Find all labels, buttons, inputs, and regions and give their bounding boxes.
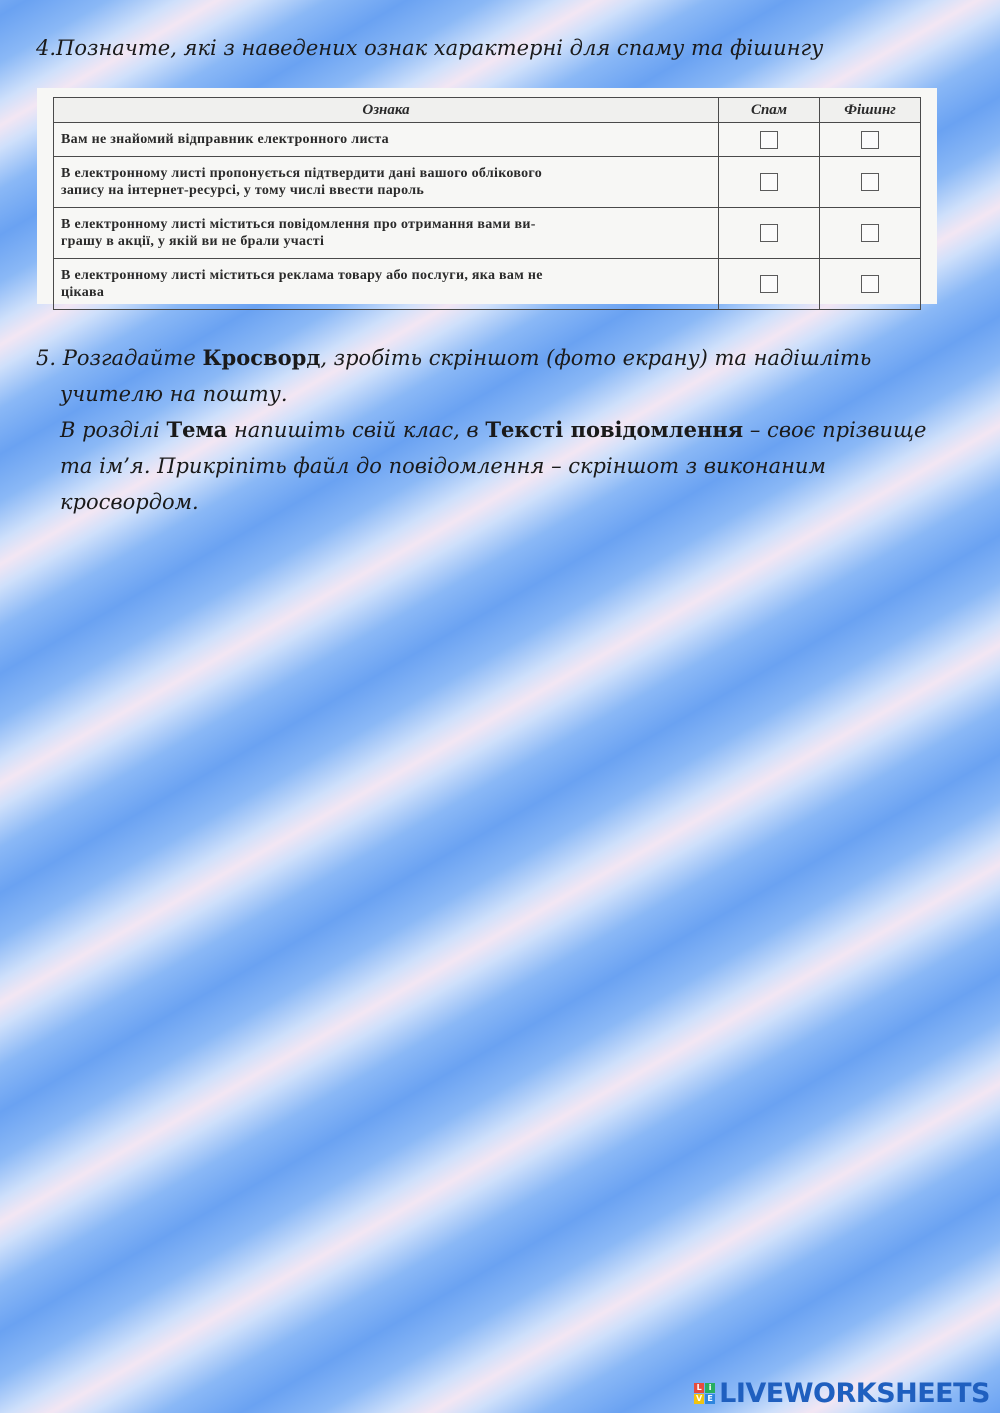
sign-cell	[54, 123, 719, 157]
phishing-checkbox[interactable]	[861, 224, 879, 242]
task-5-line: учителю на пошту.	[60, 382, 288, 406]
table-row	[54, 208, 921, 259]
task-5-line: кросвордом.	[60, 490, 199, 514]
phishing-cell	[820, 123, 921, 157]
header-spam: Спам	[719, 98, 820, 123]
spam-checkbox[interactable]	[760, 173, 778, 191]
sign-text-line: запису на інтернет-ресурсі, у тому числі ввести пароль	[61, 183, 425, 198]
text-run: В розділі	[60, 418, 167, 442]
sign-text-line: В електронному листі міститься повідомлення про отримання вами ви-	[61, 217, 536, 232]
table-row	[54, 157, 921, 208]
task-5-instructions	[36, 340, 936, 520]
spam-cell	[719, 123, 820, 157]
spam-cell	[719, 259, 820, 310]
phishing-cell	[820, 259, 921, 310]
logo-text: LIVEWORKSHEETS	[719, 1378, 990, 1409]
sign-text-line: В електронному листі пропонується підтвердити дані вашого облікового	[61, 166, 543, 181]
text-run: 5. Розгадайте	[36, 346, 203, 370]
phishing-cell	[820, 208, 921, 259]
task-5-line	[36, 412, 936, 448]
phishing-checkbox[interactable]	[861, 173, 879, 191]
text-run: – своє прізвище	[743, 418, 927, 442]
crossword-keyword: Кросворд	[202, 345, 321, 370]
table-row	[54, 123, 921, 157]
sign-text-line: грашу в акції, у якій ви не брали участі	[61, 234, 325, 249]
logo-mark-letter: E	[705, 1394, 715, 1404]
header-sign: Ознака	[54, 98, 719, 123]
sign-text-line: В електронному листі міститься реклама товару або послуги, яка вам не	[61, 268, 543, 283]
liveworksheets-logo[interactable]	[694, 1378, 990, 1409]
sign-cell	[54, 208, 719, 259]
spam-checkbox[interactable]	[760, 275, 778, 293]
message-text-keyword: Тексті повідомлення	[485, 417, 744, 442]
spam-phishing-table-image	[37, 88, 937, 304]
task-5-line: та ім’я. Прикріпіть файл до повідомлення – скріншот з виконаним	[60, 454, 826, 478]
spam-checkbox[interactable]	[760, 224, 778, 242]
logo-mark-letter: i	[705, 1383, 715, 1393]
sign-cell	[54, 157, 719, 208]
phishing-checkbox[interactable]	[861, 131, 879, 149]
sign-cell	[54, 259, 719, 310]
logo-mark-letter: V	[696, 1394, 703, 1403]
spam-checkbox[interactable]	[760, 131, 778, 149]
subject-keyword: Тема	[166, 417, 228, 442]
table-row	[54, 259, 921, 310]
logo-mark-icon	[694, 1383, 715, 1404]
text-run: напишіть свій клас, в	[227, 418, 486, 442]
sign-text-line: цікава	[61, 285, 105, 300]
spam-cell	[719, 208, 820, 259]
spam-cell	[719, 157, 820, 208]
phishing-checkbox[interactable]	[861, 275, 879, 293]
task-5-line	[36, 340, 936, 376]
phishing-cell	[820, 157, 921, 208]
logo-mark-letter: L	[694, 1383, 704, 1393]
header-phishing: Фішинг	[820, 98, 921, 123]
sign-text-line: Вам не знайомий відправник електронного листа	[61, 132, 389, 147]
spam-phishing-table	[53, 97, 921, 310]
task-4-title: 4.Позначте, які з наведених ознак характерні для спаму та фішингу	[36, 36, 824, 60]
text-run: , зробіть скріншот (фото екрану) та надішліть	[320, 346, 872, 370]
